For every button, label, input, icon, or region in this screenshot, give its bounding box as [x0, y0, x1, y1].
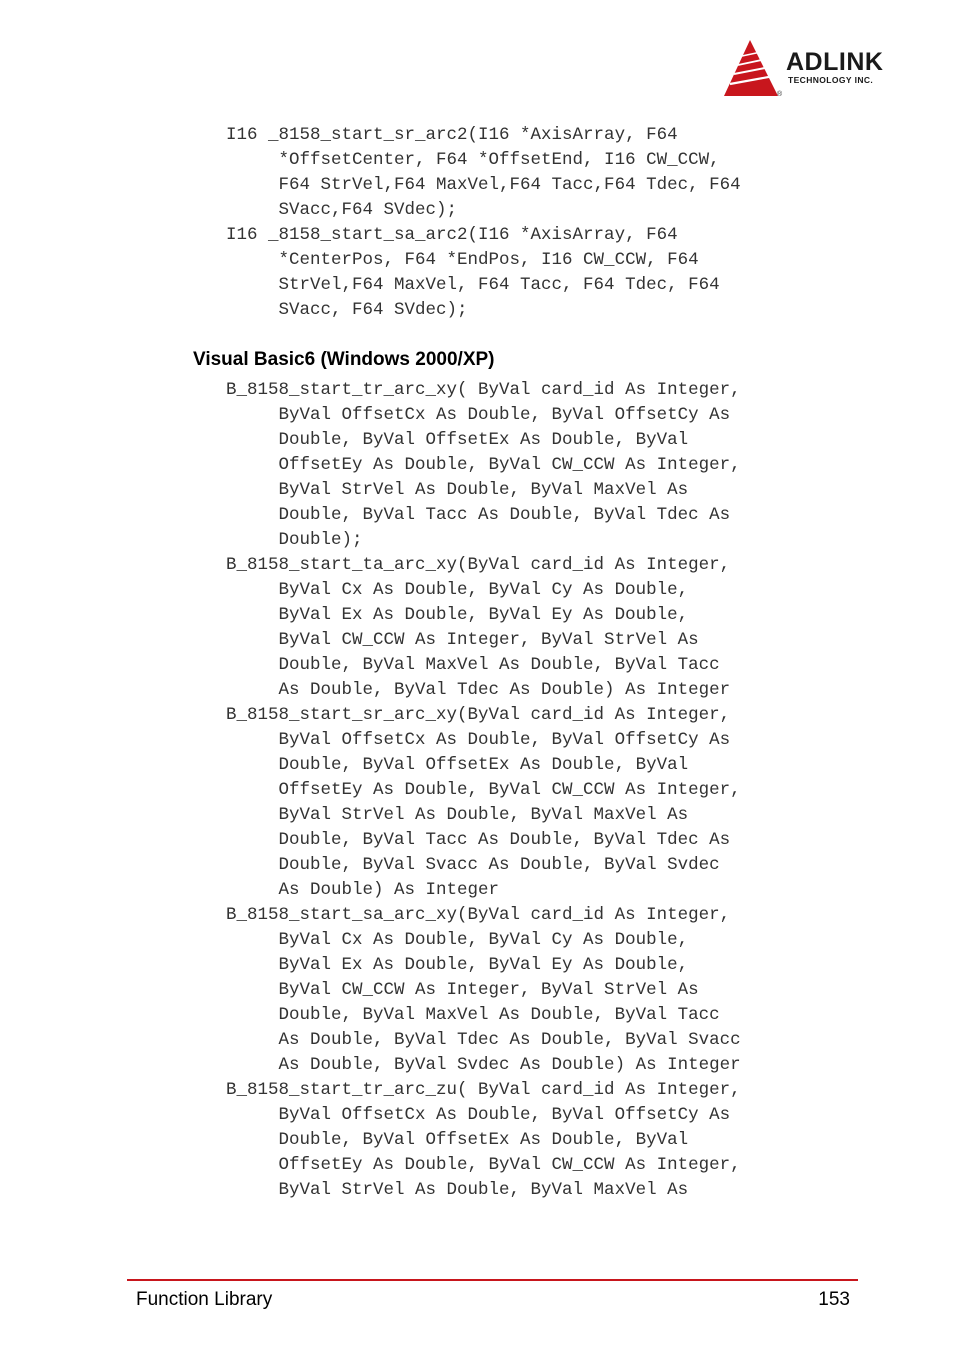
code-line: SVacc, F64 SVdec); — [226, 300, 468, 320]
code-line: I16 _8158_start_sr_arc2(I16 *AxisArray, F64 — [226, 125, 678, 145]
code-line: Double, ByVal MaxVel As Double, ByVal Tacc — [226, 655, 720, 675]
code-line: ByVal Cx As Double, ByVal Cy As Double, — [226, 580, 689, 600]
code-line: StrVel,F64 MaxVel, F64 Tacc, F64 Tdec, F64 — [226, 275, 720, 295]
code-line: ByVal OffsetCx As Double, ByVal OffsetCy As — [226, 405, 731, 425]
vb-prototypes — [226, 378, 741, 1203]
code-line: As Double) As Integer — [226, 880, 500, 900]
code-line: I16 _8158_start_sa_arc2(I16 *AxisArray, F64 — [226, 225, 678, 245]
code-line: As Double, ByVal Svdec As Double) As Integer — [226, 1055, 741, 1075]
code-line: B_8158_start_sa_arc_xy(ByVal card_id As Integer, — [226, 905, 731, 925]
logo-registered-mark: ® — [777, 91, 783, 98]
code-line: Double, ByVal Tacc As Double, ByVal Tdec As — [226, 505, 731, 525]
code-line: OffsetEy As Double, ByVal CW_CCW As Integer, — [226, 455, 741, 475]
code-line: B_8158_start_tr_arc_xy( ByVal card_id As Integer, — [226, 380, 741, 400]
code-line: Double, ByVal OffsetEx As Double, ByVal — [226, 755, 689, 775]
section-heading: Visual Basic6 (Windows 2000/XP) — [193, 349, 495, 370]
code-line: ByVal Cx As Double, ByVal Cy As Double, — [226, 930, 689, 950]
logo-subtitle: TECHNOLOGY INC. — [788, 75, 874, 85]
code-line: Double, ByVal OffsetEx As Double, ByVal — [226, 1130, 689, 1150]
code-line: ByVal StrVel As Double, ByVal MaxVel As — [226, 1180, 689, 1200]
code-line: *CenterPos, F64 *EndPos, I16 CW_CCW, F64 — [226, 250, 699, 270]
code-line: ByVal StrVel As Double, ByVal MaxVel As — [226, 805, 689, 825]
code-line: ByVal OffsetCx As Double, ByVal OffsetCy As — [226, 1105, 731, 1125]
code-line: As Double, ByVal Tdec As Double) As Integer — [226, 680, 731, 700]
adlink-logo — [722, 38, 912, 100]
code-line: OffsetEy As Double, ByVal CW_CCW As Integer, — [226, 1155, 741, 1175]
code-line: ByVal CW_CCW As Integer, ByVal StrVel As — [226, 980, 699, 1000]
adlink-pyramid-icon — [722, 38, 782, 98]
code-line: ByVal Ex As Double, ByVal Ey As Double, — [226, 955, 689, 975]
code-line: *OffsetCenter, F64 *OffsetEnd, I16 CW_CCW, — [226, 150, 720, 170]
code-line: OffsetEy As Double, ByVal CW_CCW As Integer, — [226, 780, 741, 800]
code-line: Double, ByVal MaxVel As Double, ByVal Tacc — [226, 1005, 720, 1025]
code-line: B_8158_start_sr_arc_xy(ByVal card_id As Integer, — [226, 705, 731, 725]
code-line: Double); — [226, 530, 363, 550]
page-number: 153 — [818, 1289, 850, 1310]
code-line: B_8158_start_tr_arc_zu( ByVal card_id As Integer, — [226, 1080, 741, 1100]
code-line: F64 StrVel,F64 MaxVel,F64 Tacc,F64 Tdec, F64 — [226, 175, 741, 195]
logo-wordmark: ADLINK — [786, 48, 884, 76]
code-line: Double, ByVal OffsetEx As Double, ByVal — [226, 430, 689, 450]
footer-section-title: Function Library — [136, 1289, 273, 1310]
code-line: ByVal Ex As Double, ByVal Ey As Double, — [226, 605, 689, 625]
code-line: ByVal StrVel As Double, ByVal MaxVel As — [226, 480, 689, 500]
footer-rule — [127, 1279, 858, 1281]
code-line: Double, ByVal Svacc As Double, ByVal Svdec — [226, 855, 720, 875]
code-line: ByVal CW_CCW As Integer, ByVal StrVel As — [226, 630, 699, 650]
code-line: ByVal OffsetCx As Double, ByVal OffsetCy As — [226, 730, 731, 750]
code-line: Double, ByVal Tacc As Double, ByVal Tdec As — [226, 830, 731, 850]
code-line: B_8158_start_ta_arc_xy(ByVal card_id As Integer, — [226, 555, 731, 575]
code-line: SVacc,F64 SVdec); — [226, 200, 458, 220]
c-prototypes — [226, 123, 741, 323]
code-line: As Double, ByVal Tdec As Double, ByVal Svacc — [226, 1030, 741, 1050]
